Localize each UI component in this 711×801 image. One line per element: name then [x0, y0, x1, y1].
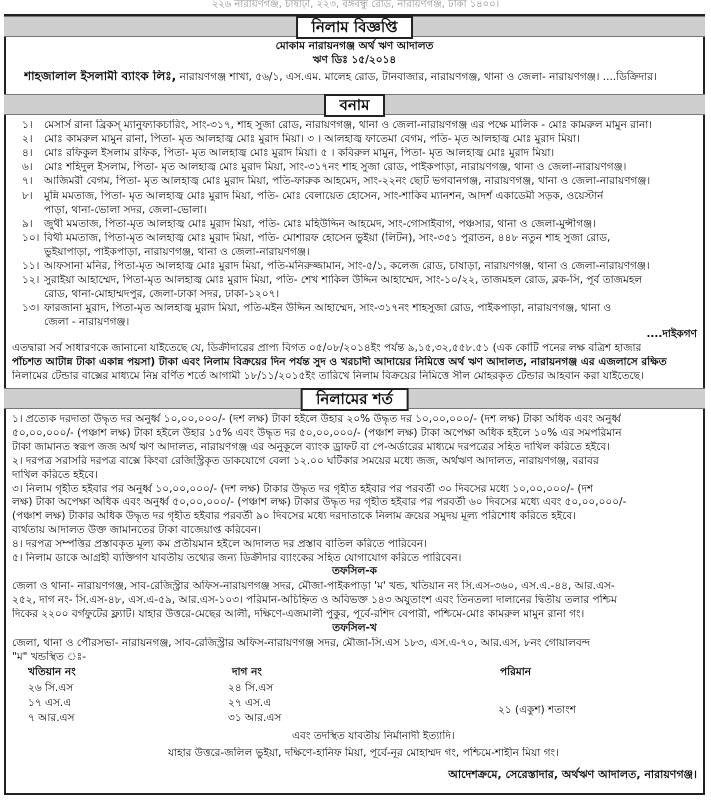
schedule-kha-footer-2: যাহার উত্তরে-জলিল ভুইয়া, দক্ষিণে-হানিফ মিয়া, পূর্বে-নূর মোহাম্মদ গং, পশ্চিমে-শাহীন মিয়া গং।: [168, 747, 559, 759]
condition-line: ব্যর্থতায় আদালত উক্ত জামানতের টাকা বাজেয়াপ্ত করিবেন।: [12, 524, 261, 537]
condition-line: ২। দরপত্র সরাসরি দরপত্র বাক্সে কিংবা রেজিস্ট্রিকৃত ডাকযোগে বেলা ১২.০০ ঘটিকার সময়ের মধ্যে জজ, অর্থঋণ আদালত, নারায়ণগঞ্জ, বরাবর: [12, 454, 599, 467]
versus-title: বনাম: [324, 94, 386, 117]
defendant-number: ৯।: [22, 217, 33, 230]
defendant-line: [22, 218, 596, 232]
schedule-ka-title: তফসিল-ক: [331, 565, 378, 577]
top-strip-text: ২২৬ নারায়ণগঞ্জ, চাষাঢ়া, ২২৩, বঙ্গবন্ধু রোড, নারায়ণগঞ্জ, ঢাকা ১৪০০।: [211, 0, 500, 10]
condition-line: ৫। নিলাম ডাকে আগ্রহী ব্যক্তিগণ যাবতীয় তথ্যের জন্য ডিক্রীদার ব্যাংকের সহিত যোগাযোগ করিতে পারিবেন।: [12, 552, 462, 564]
defendant-line: [22, 190, 603, 204]
notice-title: নিলাম বিজ্ঞপ্তি: [296, 16, 414, 39]
table-cell: ২৭ এস.এ: [228, 697, 272, 709]
defendant-text: রোড, থানা-মোহাম্মদপুর, জেলা-ঢাকা সদর, ঢাকা-১২০৭।: [44, 288, 280, 301]
defendant-text: মোঃ রফিকুল ইসলাম রফিক, পিতা- মৃত আলহাজ্ব মোঃ মুরাদ মিয়া। ৫ । কবিরুল মামুন, পিতা- মৃত আলহাজ্ব মোঃ মুরাদ মিয়া।: [44, 147, 555, 160]
notice-line-2: পাঁচশত আটান্ন টাকা একান্ন পয়সা) টাকা এবং নিলাম বিক্রয়ের দিন পর্যন্ত সুদ ও খরচাদী আদায়ের নিমিত্তে অর্থ ঋণ আদালত, নারায়নগঞ্জ এর এজলাসে রক্ষিত: [12, 356, 667, 368]
defendant-text: মোঃ কামরুল মামুন রানা, পিতা- মৃত আলহাজ্ব মোঃ মুরাদ মিয়া। ৩ । আলহাজ্ব ফাতেমা বেগম, পতি- মৃত আলহাজ্ব মোঃ মুরাদ মিয়া।: [44, 133, 580, 146]
condition-line: দাখিল করিতে হইবে।: [12, 468, 98, 481]
condition-line: লক্ষ) টাকা অপেক্ষা অধিক এবং অনুর্ধ্ব ৫০,০০,০০০/- (পঞ্চাশ লক্ষ) টাকার উদ্ধৃত দর গৃহীত হইবার পর পরবর্তী ৬০ দিবসের মধ্যে এবং ৫০,০০,০০০/-: [12, 496, 627, 509]
condition-line: (পঞ্চাশ লক্ষ) টাকার অধিক উদ্ধৃত দর গৃহীত হইবার পরবর্তী ৯০ দিবসের মধ্যে দরদাতাকে নিলাম ক্রয়ের সমুদয় মূল্য পরিশোধ করিতে হইবে।: [12, 510, 576, 523]
defendant-number: ১১।: [22, 260, 40, 272]
schedule-ka-line: দিকের ২২০০ বর্গফুটের ফ্ল্যাট। যাহার উত্তরে-মেছের আলী, দক্ষিণে-এজমালী পুকুর, পূর্বে-রশিদ বেপারী, পশ্চিমে-মোঃ কামরুল মামুন রানা গং।: [12, 608, 585, 620]
defendant-text: আফসানা মনির, পিতা-মৃত আলহাজ্ব মোঃ মুরাদ মিয়া, পতি-মনিরুজ্জামান, সাং-৫/১, কলেজ রোড, চাষাড়া, নারায়ণগঞ্জ, থানা ও জেলা-নারায়ণগঞ্জ।: [44, 260, 650, 272]
schedule-kha-title: তফসিল-খ: [332, 622, 377, 634]
defendant-number: ১৩।: [22, 302, 40, 315]
defendant-text: আজিমরী বেগম, পিতা- মৃত আলহাজ্ব মোঃ মুরাদ মিয়া, পতি-ফারুক আহমেদ, সাং-২২নং ছোট ভগবানগঞ্জ, নারায়ণগঞ্জ, থানা ও জেলা-নারায়ণগঞ্জ।: [44, 175, 651, 188]
condition-line: ৩। নিলাম গৃহীত হইবার পর অনুর্ধ্ব ১০,০০,০০০/- (দশ লক্ষ) টাকার উদ্ধৃত দর গৃহীত হইবার পর পরবর্তী ৩০ দিবসের মধ্যে ১০,০০,০০০/- (দশ: [12, 482, 594, 495]
plaintiff-line: [24, 70, 701, 85]
defendant-number: ১।: [22, 119, 33, 131]
defendant-text: জুথী মমতাজ, পিতা-মৃত আলহাজ্ব মোঃ মুরাদ মিয়া, পতি- মোঃ মহিউদ্দিন আহমেদ, সাং-গোসাইবাগ, পঞ্চসার, থানা ও জেলা-মুন্সীগঞ্জ।: [44, 217, 596, 230]
defendant-number: ৭।: [22, 175, 33, 188]
defendant-line: [22, 288, 279, 302]
versus-bar: [4, 94, 705, 115]
table-cell: ২১ (একুশ) শতাংশ: [498, 704, 576, 716]
defendant-line: [22, 161, 626, 175]
defendant-line: [22, 232, 610, 246]
defendant-line: [22, 175, 650, 189]
condition-line: ৪। দরপত্র সম্পত্তির প্রস্তাবকৃত মূল্য কম প্রতীয়মান হইলে আদালত দর প্রস্তাব বাতিল করিতে পারিবেন।: [12, 538, 427, 551]
notice-line-1: এতদ্বারা সর্ব সাধারণকে জানানো যাইতেছে যে, ডিক্রীদারের প্রাপ্য বিগত ০৫/০৮/২০১৪ইং পর্যন্ত ৯,১৫,৩২,৫৫৮.৫১ (এক কোটি পনের লক্ষ বত্রিশ হাজার: [12, 342, 642, 354]
defendant-number: ১০।: [22, 231, 40, 244]
defendant-text: ফারজানা মুরাদ, পিতা-মৃত আলহাজ্ব মুরাদ মিয়া, পতি-মইন উদ্দিন আহাম্মেদ, সাং-৩১৭নং শাহসুজা রোড, পাইকপাড়া, নারায়ণগঞ্জ, থানা ও: [44, 302, 612, 315]
case-number: ঋণ ডিঃ ১৫/২০১৪: [312, 54, 397, 66]
defendant-text: জেলা - নারায়ণগঞ্জ।: [44, 316, 130, 329]
table-header-khatian: খতিয়ান নং: [28, 666, 76, 678]
defendant-line: [22, 119, 652, 133]
title-bar: [4, 16, 705, 37]
defendant-number: ৪।: [22, 147, 33, 160]
plaintiff-name: শাহজালাল ইসলামী ব্যাংক লিঃ,: [24, 70, 177, 83]
schedule-kha-line-1: জেলা, থানা ও পৌরসভা- নারায়নগঞ্জ, সাব-রেজিস্ট্রার অফিস-নারায়ণগঞ্জ সদর, মৌজা-সি.এস ১৮৩, এস.এ-৭০, আর.এস, ৮নং গোয়ালবন্দ: [12, 637, 591, 649]
defendant-line: [22, 302, 611, 316]
defendant-text: ভুইয়াপাড়া, পাইকপাড়া, নারায়ণগঞ্জ, থানা ও জেলা-নারায়ণগঞ্জ।: [44, 245, 310, 258]
plaintiff-address: নারায়ণগঞ্জ শাখা, ৫৬/১, এস.এম. মালেহ রোড, টানবাজার, নারায়ণগঞ্জ, থানা ও জেলা- নারায়ণগঞ্জ। ....ডিক্রিদার।: [179, 71, 657, 83]
defendant-number: ৬।: [22, 161, 33, 174]
defendant-text: মোঃ শহিদুল ইসলাম, পিতা- মৃত আলহাজ্ব মোঃ মুরাদ মিয়া, সাং-৩১৭নং শাহ সুজা রোড, পাইকপাড়া, নারায়ণগঞ্জ, থানা ও জেলা-নারায়ণগঞ্জ।: [44, 161, 627, 174]
defendant-line: [22, 204, 207, 218]
defendant-line: [22, 274, 642, 288]
court-name: মোকাম নারায়নগঞ্জ অর্থ ঋণ আদালত: [275, 40, 434, 52]
defendant-line: [22, 147, 554, 161]
defendant-line: [22, 260, 650, 274]
defendant-line: [22, 133, 580, 147]
defendant-number: ৮।: [22, 189, 33, 202]
notice-line-3: নিলামের টেন্ডার বাক্সের মাধ্যমে নিম্ন বর্ণিত শর্তে আগামী ১৮/১১/২০১৫ইং তারিখে নিলাম বিক্রয়ের নিমিত্তে সীল মোহরকৃত টেন্ডার আহবান করা যাইতেছে।: [12, 370, 644, 382]
defendant-text: বিথী মমতাজ, পিতা-মৃত আলহাজ্ব মোঃ মুরাদ মিয়া, পতি- মোশারফ হোসেন ভুইয়া (লিটন), সাং-৩৫১ পুরাতন, ৪৪৮ নতুন শাহ সুজা রোড,: [44, 231, 611, 244]
signature-line: আদেশক্রমে, সেরেস্তাদার, অর্থঋণ আদালত, নারায়ণগঞ্জ।: [448, 768, 697, 781]
schedule-ka-line: জেলা ও থানা- নারায়ণগঞ্জ, সাব-রেজিস্ট্রার অফিস-নারায়ণগঞ্জ সদর, মৌজা-পাইকপাড়া 'ম' খন্ড, খতিয়ান নং সি.এস-৩৬০, এস.এ.-৪৪, আর.এস-: [12, 580, 615, 592]
condition-line: ১। প্রত্যেক দরদাতা উদ্ধৃত দর অনুর্ধ্ব ১০,০০,০০০/- (দশ লক্ষ) টাকা হইলে উহার ২০% উদ্ধৃত দর ১০,০০,০০০/- (দশ লক্ষ) টাকা অধিক এবং অনুর্ধ্ব: [12, 413, 622, 425]
schedule-ka-line: ২৫২, দাগ নং- সি.এস-৪৮, এস.এ-৫৯, আর.এস-১০৩। পরিমান-অচিহ্নিত ও অবিভক্ত ১৪৩ অযুতাংশ এবং তিনতলা দালানের দ্বিতীয় তলার পশ্চিম: [12, 594, 617, 606]
table-cell: ৭ আর.এস: [28, 712, 75, 724]
table-cell: ৩১ আর.এস: [228, 712, 282, 724]
condition-line: টাকা জামানত স্বরূপ জজ অর্থ ঋণ আদালত, নারায়ণগঞ্জ এর অনুকূলে ব্যাংক ড্রাফট বা পে-অর্ডারের মাধ্যমে দরপত্রের সহিত দাখিল করিতে হইবে।: [12, 440, 611, 453]
table-cell: ২৪ সি.এস: [228, 682, 274, 694]
defendant-line: [22, 246, 310, 260]
defendant-text: মুন্নি মমতাজ, পিতা- মৃত আলহাজ্ব মোঃ মুরাদ মিয়া, পতি- মোঃ বেলায়েত হোসেন, সাং-শাকিব ম্যানশন, আদর্শ একাডেমী সড়ক, ওয়েস্টার্ন: [44, 189, 604, 202]
schedule-kha-line-2: "ম" খন্ডস্থিত ঃ-: [12, 651, 87, 663]
defendant-number: ২।: [22, 133, 33, 146]
schedule-kha-footer-1: এবং তদস্থিত যাবতীয় নির্মানাদী ইত্যাদি।: [292, 730, 455, 742]
condition-line: ৫০,০০,০০০/- (পঞ্চাশ লক্ষ) টাকা হইলে উহার ১৫% এবং উদ্ধৃত দর ৫০,০০,০০০/- (পঞ্চাশ লক্ষ) টাকা অপেক্ষা অধিক হইলে ১০% এর সমপরিমান: [12, 426, 622, 439]
table-cell: ১৭ এস.এ: [28, 697, 72, 709]
defendant-tag: ....দাইকগণ: [646, 328, 697, 340]
defendant-text: মেসার্স রানা ব্রিকস্ ম্যানুফ্যাকচারিং, সাং-৩১৭, শাহ সুজা রোড, নারায়ণগঞ্জ, থানা ও জেলা-নারায়ণগঞ্জ এর পক্ষে মালিক - মোঃ কামরুল মামুন রানা।: [44, 119, 653, 131]
defendant-number: ১২।: [22, 274, 40, 287]
defendant-line: [22, 316, 129, 330]
defendant-text: সুরাইয়া আহাম্মেদ, পিতা-মৃত আলহাজ্ব মোঃ মুরাদ মিয়া, পতি- শেখ শাকিল উদ্দিন আহাম্মেদ, সাং-১০/২২, তাজমহল রোড, ব্লক-সি, পূর্ব তাজমহল: [44, 274, 643, 287]
defendant-text: পাড়া, থানা-ভোলা সদর, জেলা-ভোলা।: [44, 203, 207, 216]
table-header-dag: দাগ নং: [232, 666, 262, 678]
table-cell: ২৬ সি.এস: [28, 682, 74, 694]
conditions-title: নিলামের শর্ত: [300, 388, 409, 411]
conditions-bar: [4, 388, 705, 409]
table-header-amount: পরিমান: [500, 666, 532, 678]
